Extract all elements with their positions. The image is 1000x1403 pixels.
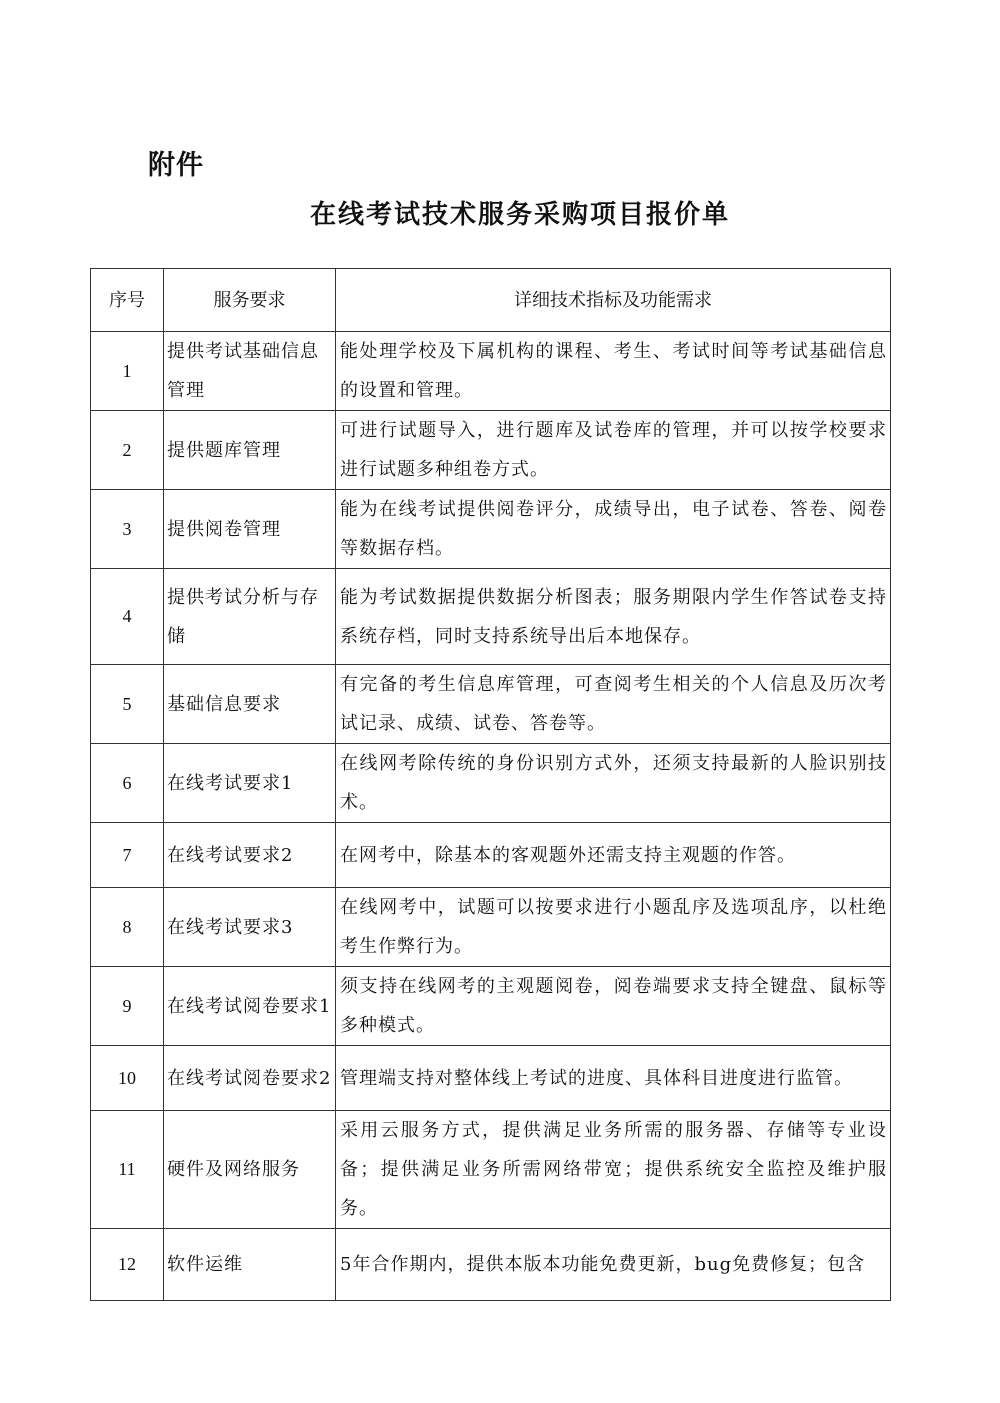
row-no: 4 xyxy=(91,569,164,665)
row-details: 能为考试数据提供数据分析图表；服务期限内学生作答试卷支持系统存档，同时支持系统导出后本地保存。 xyxy=(336,569,891,665)
table-row xyxy=(91,1111,891,1229)
row-requirement: 提供题库管理 xyxy=(164,411,336,490)
table-row xyxy=(91,967,891,1046)
table-header-row xyxy=(91,269,891,332)
row-details: 须支持在线网考的主观题阅卷，阅卷端要求支持全键盘、鼠标等多种模式。 xyxy=(336,967,891,1046)
document-title: 在线考试技术服务采购项目报价单 xyxy=(309,200,730,230)
row-requirement: 在线考试要求1 xyxy=(164,744,336,823)
row-no: 11 xyxy=(91,1111,164,1229)
row-details: 能处理学校及下属机构的课程、考生、考试时间等考试基础信息的设置和管理。 xyxy=(336,332,891,411)
row-no: 9 xyxy=(91,967,164,1046)
row-no: 3 xyxy=(91,490,164,569)
quotation-table xyxy=(90,268,891,1301)
row-requirement: 在线考试要求2 xyxy=(164,823,336,888)
row-requirement: 在线考试要求3 xyxy=(164,888,336,967)
row-no: 1 xyxy=(91,332,164,411)
row-no: 5 xyxy=(91,665,164,744)
row-details: 在线网考除传统的身份识别方式外，还须支持最新的人脸识别技术。 xyxy=(336,744,891,823)
header-no: 序号 xyxy=(91,269,164,332)
row-no: 2 xyxy=(91,411,164,490)
header-details: 详细技术指标及功能需求 xyxy=(336,269,891,332)
header-requirement: 服务要求 xyxy=(164,269,336,332)
row-details: 在线网考中，试题可以按要求进行小题乱序及选项乱序，以杜绝考生作弊行为。 xyxy=(336,888,891,967)
row-requirement: 基础信息要求 xyxy=(164,665,336,744)
row-requirement: 硬件及网络服务 xyxy=(164,1111,336,1229)
row-details: 有完备的考生信息库管理，可查阅考生相关的个人信息及历次考试记录、成绩、试卷、答卷等。 xyxy=(336,665,891,744)
table-row xyxy=(91,888,891,967)
row-details: 采用云服务方式，提供满足业务所需的服务器、存储等专业设备；提供满足业务所需网络带宽；提供系统安全监控及维护服务。 xyxy=(336,1111,891,1229)
row-no: 8 xyxy=(91,888,164,967)
row-details: 管理端支持对整体线上考试的进度、具体科目进度进行监管。 xyxy=(336,1046,891,1111)
table-row xyxy=(91,490,891,569)
row-details: 在网考中，除基本的客观题外还需支持主观题的作答。 xyxy=(336,823,891,888)
row-requirement: 软件运维 xyxy=(164,1229,336,1301)
table-row xyxy=(91,823,891,888)
row-requirement: 提供考试基础信息管理 xyxy=(164,332,336,411)
table-row xyxy=(91,332,891,411)
table-row xyxy=(91,1046,891,1111)
table-row xyxy=(91,1229,891,1301)
row-requirement: 在线考试阅卷要求2 xyxy=(164,1046,336,1111)
row-no: 10 xyxy=(91,1046,164,1111)
row-details: 可进行试题导入，进行题库及试卷库的管理，并可以按学校要求进行试题多种组卷方式。 xyxy=(336,411,891,490)
table-row xyxy=(91,744,891,823)
row-no: 7 xyxy=(91,823,164,888)
row-no: 6 xyxy=(91,744,164,823)
table-row xyxy=(91,411,891,490)
table-row xyxy=(91,665,891,744)
row-requirement: 提供考试分析与存储 xyxy=(164,569,336,665)
row-no: 12 xyxy=(91,1229,164,1301)
row-requirement: 在线考试阅卷要求1 xyxy=(164,967,336,1046)
attachment-label: 附件 xyxy=(148,150,204,181)
row-details: 能为在线考试提供阅卷评分，成绩导出，电子试卷、答卷、阅卷等数据存档。 xyxy=(336,490,891,569)
row-requirement: 提供阅卷管理 xyxy=(164,490,336,569)
row-details: 5年合作期内，提供本版本功能免费更新，bug免费修复；包含 xyxy=(336,1229,891,1301)
table-row xyxy=(91,569,891,665)
